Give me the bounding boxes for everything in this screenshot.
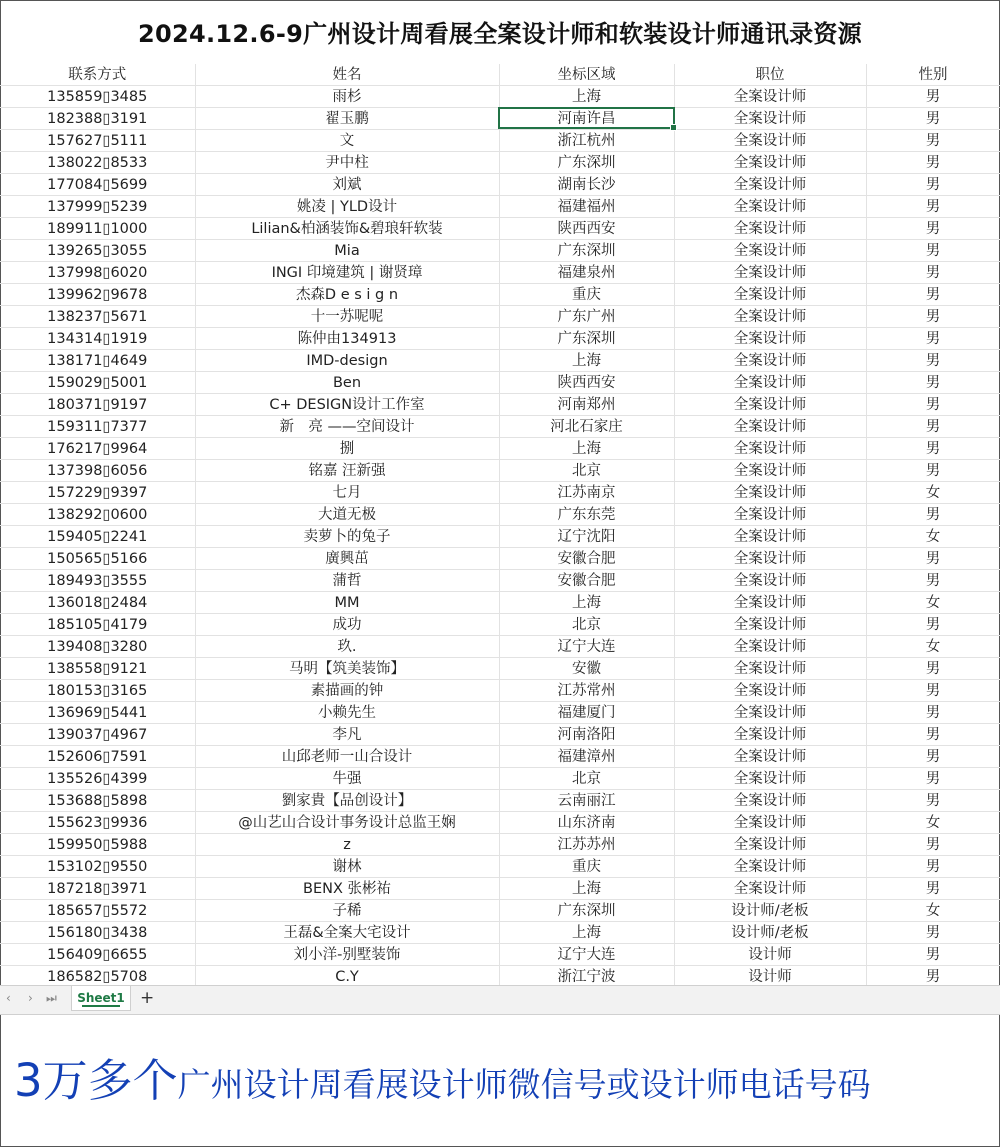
cell-region[interactable]: 广东深圳 — [499, 152, 674, 174]
cell-region[interactable]: 上海 — [499, 922, 674, 944]
cell-region[interactable]: 江苏常州 — [499, 680, 674, 702]
cell-gender[interactable]: 男 — [866, 284, 1000, 306]
cell-gender[interactable]: 男 — [866, 548, 1000, 570]
cell-position[interactable]: 全案设计师 — [674, 372, 866, 394]
table-row — [0, 724, 1000, 746]
cell-region[interactable]: 北京 — [499, 460, 674, 482]
cell-name[interactable]: C.Y — [195, 966, 499, 986]
cell-gender[interactable]: 男 — [866, 570, 1000, 592]
cell-position[interactable]: 全案设计师 — [674, 394, 866, 416]
cell-gender[interactable]: 男 — [866, 306, 1000, 328]
cell-name[interactable]: 姚凌 | YLD设计 — [195, 196, 499, 218]
table-row — [0, 966, 1000, 986]
table-row — [0, 460, 1000, 482]
cell-contact[interactable]: 150565▯5166 — [0, 548, 195, 570]
cell-name[interactable]: BENX 张彬祐 — [195, 878, 499, 900]
cell-position[interactable]: 全案设计师 — [674, 240, 866, 262]
table-row — [0, 108, 1000, 130]
cell-gender[interactable]: 男 — [866, 152, 1000, 174]
cell-contact[interactable]: 156409▯6655 — [0, 944, 195, 966]
table-row — [0, 218, 1000, 240]
cell-name[interactable]: 尹中柱 — [195, 152, 499, 174]
cell-region[interactable]: 上海 — [499, 438, 674, 460]
cell-gender[interactable]: 男 — [866, 504, 1000, 526]
cell-name[interactable]: 子稀 — [195, 900, 499, 922]
sheet-tab-sheet1[interactable] — [71, 986, 131, 1011]
cell-gender[interactable]: 男 — [866, 130, 1000, 152]
cell-position[interactable]: 全案设计师 — [674, 768, 866, 790]
table-row — [0, 416, 1000, 438]
cell-gender[interactable]: 女 — [866, 482, 1000, 504]
table-row — [0, 394, 1000, 416]
header-region[interactable]: 坐标区域 — [499, 64, 674, 86]
cell-name[interactable]: 李凡 — [195, 724, 499, 746]
table-row — [0, 152, 1000, 174]
cell-gender[interactable]: 男 — [866, 86, 1000, 108]
cell-position[interactable]: 全案设计师 — [674, 856, 866, 878]
cell-contact[interactable]: 138558▯9121 — [0, 658, 195, 680]
table-row — [0, 900, 1000, 922]
cell-position[interactable]: 全案设计师 — [674, 284, 866, 306]
cell-contact[interactable]: 177084▯5699 — [0, 174, 195, 196]
cell-position[interactable]: 全案设计师 — [674, 636, 866, 658]
table-row — [0, 240, 1000, 262]
cell-gender[interactable]: 女 — [866, 636, 1000, 658]
header-row — [0, 64, 1000, 86]
table-row — [0, 856, 1000, 878]
cell-position[interactable]: 设计师/老板 — [674, 900, 866, 922]
banner-count: 3万多个 — [14, 1054, 178, 1107]
cell-gender[interactable]: 男 — [866, 856, 1000, 878]
cell-contact[interactable]: 139037▯4967 — [0, 724, 195, 746]
cell-position[interactable]: 全案设计师 — [674, 746, 866, 768]
cell-gender[interactable]: 男 — [866, 438, 1000, 460]
cell-contact[interactable]: 189911▯1000 — [0, 218, 195, 240]
cell-gender[interactable]: 男 — [866, 328, 1000, 350]
cell-region[interactable]: 安徽合肥 — [499, 570, 674, 592]
cell-name[interactable]: 谢林 — [195, 856, 499, 878]
cell-position[interactable]: 全案设计师 — [674, 196, 866, 218]
cell-position[interactable]: 全案设计师 — [674, 108, 866, 130]
cell-contact[interactable]: 156180▯3438 — [0, 922, 195, 944]
cell-gender[interactable]: 男 — [866, 174, 1000, 196]
next-sheet-icon[interactable]: › — [28, 991, 33, 1005]
cell-gender[interactable]: 男 — [866, 416, 1000, 438]
table-row — [0, 328, 1000, 350]
cell-region[interactable]: 北京 — [499, 768, 674, 790]
cell-contact[interactable]: 159405▯2241 — [0, 526, 195, 548]
cell-name[interactable]: 七月 — [195, 482, 499, 504]
cell-contact[interactable]: 138292▯0600 — [0, 504, 195, 526]
cell-position[interactable]: 全案设计师 — [674, 174, 866, 196]
table-row — [0, 790, 1000, 812]
cell-region[interactable]: 云南丽江 — [499, 790, 674, 812]
cell-contact[interactable]: 137998▯6020 — [0, 262, 195, 284]
cell-contact[interactable]: 157627▯5111 — [0, 130, 195, 152]
cell-region[interactable]: 陕西西安 — [499, 218, 674, 240]
cell-gender[interactable]: 男 — [866, 350, 1000, 372]
table-row — [0, 438, 1000, 460]
table-row — [0, 306, 1000, 328]
cell-position[interactable]: 全案设计师 — [674, 592, 866, 614]
cell-region[interactable]: 福建漳州 — [499, 746, 674, 768]
cell-contact[interactable]: 152606▯7591 — [0, 746, 195, 768]
cell-contact[interactable]: 189493▯3555 — [0, 570, 195, 592]
cell-position[interactable]: 全案设计师 — [674, 438, 866, 460]
table-row — [0, 592, 1000, 614]
cell-gender[interactable]: 男 — [866, 834, 1000, 856]
cell-contact[interactable]: 185105▯4179 — [0, 614, 195, 636]
active-tab-underline — [82, 1005, 120, 1007]
table-row — [0, 284, 1000, 306]
cell-contact[interactable]: 137398▯6056 — [0, 460, 195, 482]
cell-name[interactable]: 蒲哲 — [195, 570, 499, 592]
cell-gender[interactable]: 男 — [866, 878, 1000, 900]
cell-region[interactable]: 广东东莞 — [499, 504, 674, 526]
cell-region[interactable]: 重庆 — [499, 284, 674, 306]
cell-position[interactable]: 设计师 — [674, 944, 866, 966]
cell-gender[interactable]: 男 — [866, 966, 1000, 986]
cell-name[interactable]: 新 亮 ——空间设计 — [195, 416, 499, 438]
cell-gender[interactable]: 男 — [866, 702, 1000, 724]
cell-position[interactable]: 全案设计师 — [674, 702, 866, 724]
cell-contact[interactable]: 138171▯4649 — [0, 350, 195, 372]
cell-region[interactable]: 福建泉州 — [499, 262, 674, 284]
cell-position[interactable]: 全案设计师 — [674, 878, 866, 900]
cell-contact[interactable]: 139408▯3280 — [0, 636, 195, 658]
cell-gender[interactable]: 男 — [866, 262, 1000, 284]
table-row — [0, 658, 1000, 680]
cell-name[interactable]: z — [195, 834, 499, 856]
cell-position[interactable]: 全案设计师 — [674, 86, 866, 108]
cell-contact[interactable]: 139265▯3055 — [0, 240, 195, 262]
cell-name[interactable]: 文 — [195, 130, 499, 152]
table-row — [0, 174, 1000, 196]
cell-name[interactable]: 翟玉鹏 — [195, 108, 499, 130]
cell-position[interactable]: 全案设计师 — [674, 262, 866, 284]
prev-sheet-icon[interactable]: ‹ — [6, 991, 11, 1005]
cell-contact[interactable]: 182388▯3191 — [0, 108, 195, 130]
cell-gender[interactable]: 男 — [866, 108, 1000, 130]
cell-position[interactable]: 全案设计师 — [674, 614, 866, 636]
table-row — [0, 548, 1000, 570]
cell-position[interactable]: 全案设计师 — [674, 416, 866, 438]
cell-gender[interactable]: 女 — [866, 526, 1000, 548]
table-row — [0, 482, 1000, 504]
table-row — [0, 196, 1000, 218]
cell-region[interactable]: 江苏南京 — [499, 482, 674, 504]
cell-name[interactable]: 廣興茁 — [195, 548, 499, 570]
add-sheet-icon[interactable]: + — [140, 988, 155, 1008]
header-gender[interactable]: 性别 — [866, 64, 1000, 86]
cell-region[interactable]: 安徽 — [499, 658, 674, 680]
cell-name[interactable]: 铭嘉 汪新强 — [195, 460, 499, 482]
cell-position[interactable]: 全案设计师 — [674, 790, 866, 812]
cell-name[interactable]: 山邱老师一山合设计 — [195, 746, 499, 768]
cell-contact[interactable]: 157229▯9397 — [0, 482, 195, 504]
cell-region[interactable]: 福建福州 — [499, 196, 674, 218]
cell-name[interactable]: 杰森D e s i g n — [195, 284, 499, 306]
cell-contact[interactable]: 159029▯5001 — [0, 372, 195, 394]
table-row — [0, 834, 1000, 856]
cell-contact[interactable]: 137999▯5239 — [0, 196, 195, 218]
sheet-tab-label: Sheet1 — [77, 991, 125, 1005]
cell-name[interactable]: 王磊&全案大宅设计 — [195, 922, 499, 944]
table-row — [0, 350, 1000, 372]
cell-contact[interactable]: 138237▯5671 — [0, 306, 195, 328]
cell-contact[interactable]: 135859▯3485 — [0, 86, 195, 108]
contact-table — [0, 64, 1000, 985]
cell-contact[interactable]: 153102▯9550 — [0, 856, 195, 878]
cell-position[interactable]: 全案设计师 — [674, 680, 866, 702]
cell-position[interactable]: 全案设计师 — [674, 570, 866, 592]
table-row — [0, 130, 1000, 152]
cell-gender[interactable]: 男 — [866, 658, 1000, 680]
cell-position[interactable]: 设计师 — [674, 966, 866, 986]
cell-position[interactable]: 全案设计师 — [674, 306, 866, 328]
table-row — [0, 504, 1000, 526]
cell-region[interactable]: 浙江宁波 — [499, 966, 674, 986]
cell-gender[interactable]: 男 — [866, 196, 1000, 218]
cell-contact[interactable]: 185657▯5572 — [0, 900, 195, 922]
table-row — [0, 570, 1000, 592]
cell-name[interactable]: 雨杉 — [195, 86, 499, 108]
cell-position[interactable]: 全案设计师 — [674, 218, 866, 240]
cell-gender[interactable]: 男 — [866, 460, 1000, 482]
header-name[interactable]: 姓名 — [195, 64, 499, 86]
cell-region[interactable]: 广东深圳 — [499, 900, 674, 922]
header-contact[interactable]: 联系方式 — [0, 64, 195, 86]
cell-contact[interactable]: 176217▯9964 — [0, 438, 195, 460]
table-row — [0, 614, 1000, 636]
sheet-tab-bar — [0, 985, 1000, 1015]
cell-gender[interactable]: 女 — [866, 900, 1000, 922]
cell-contact[interactable]: 135526▯4399 — [0, 768, 195, 790]
cell-contact[interactable]: 136969▯5441 — [0, 702, 195, 724]
cell-gender[interactable]: 男 — [866, 746, 1000, 768]
table-row — [0, 372, 1000, 394]
cell-gender[interactable]: 女 — [866, 592, 1000, 614]
cell-position[interactable]: 全案设计师 — [674, 350, 866, 372]
cell-contact[interactable]: 180371▯9197 — [0, 394, 195, 416]
cell-position[interactable]: 全案设计师 — [674, 460, 866, 482]
cell-name[interactable]: 素描画的钟 — [195, 680, 499, 702]
cell-gender[interactable]: 男 — [866, 922, 1000, 944]
table-row — [0, 680, 1000, 702]
table-row — [0, 878, 1000, 900]
cell-region[interactable]: 广东广州 — [499, 306, 674, 328]
cell-name[interactable]: 成功 — [195, 614, 499, 636]
table-row — [0, 702, 1000, 724]
table-row — [0, 636, 1000, 658]
table-row — [0, 86, 1000, 108]
cell-contact[interactable]: 180153▯3165 — [0, 680, 195, 702]
cell-name[interactable]: 刘小洋-别墅装饰 — [195, 944, 499, 966]
cell-position[interactable]: 全案设计师 — [674, 724, 866, 746]
cell-gender[interactable]: 男 — [866, 724, 1000, 746]
cell-region[interactable]: 重庆 — [499, 856, 674, 878]
cell-gender[interactable]: 男 — [866, 790, 1000, 812]
cell-position[interactable]: 全案设计师 — [674, 834, 866, 856]
cell-position[interactable]: 全案设计师 — [674, 328, 866, 350]
cell-region[interactable]: 湖南长沙 — [499, 174, 674, 196]
cell-contact[interactable]: 186582▯5708 — [0, 966, 195, 986]
cell-region[interactable]: 广东深圳 — [499, 240, 674, 262]
cell-name[interactable]: 劉家貴【品创设计】 — [195, 790, 499, 812]
table-row — [0, 944, 1000, 966]
cell-name[interactable]: Ben — [195, 372, 499, 394]
cell-region[interactable]: 河北石家庄 — [499, 416, 674, 438]
cell-contact[interactable]: 136018▯2484 — [0, 592, 195, 614]
page-title: 2024.12.6-9广州设计周看展全案设计师和软装设计师通讯录资源 — [138, 20, 862, 48]
cell-name[interactable]: Lilian&柏涵装饰&碧琅轩软装 — [195, 218, 499, 240]
cell-contact[interactable]: 138022▯8533 — [0, 152, 195, 174]
cell-name[interactable]: Mia — [195, 240, 499, 262]
cell-region[interactable]: 河南洛阳 — [499, 724, 674, 746]
table-row — [0, 262, 1000, 284]
cell-position[interactable]: 全案设计师 — [674, 548, 866, 570]
table-row — [0, 768, 1000, 790]
cell-gender[interactable]: 男 — [866, 614, 1000, 636]
cell-name[interactable]: @山艺山合设计事务设计总监王娴 — [195, 812, 499, 834]
cell-name[interactable]: 大道无极 — [195, 504, 499, 526]
cell-name[interactable]: C+ DESIGN设计工作室 — [195, 394, 499, 416]
table-row — [0, 922, 1000, 944]
cell-region[interactable]: 辽宁沈阳 — [499, 526, 674, 548]
cell-contact[interactable]: 159950▯5988 — [0, 834, 195, 856]
table-row — [0, 746, 1000, 768]
cell-gender[interactable]: 男 — [866, 394, 1000, 416]
cell-name[interactable]: 牛强 — [195, 768, 499, 790]
cell-name[interactable]: INGI 印境建筑 | 谢贤璋 — [195, 262, 499, 284]
cell-position[interactable]: 全案设计师 — [674, 526, 866, 548]
cell-contact[interactable]: 139962▯9678 — [0, 284, 195, 306]
cell-position[interactable]: 设计师/老板 — [674, 922, 866, 944]
cell-region[interactable]: 广东深圳 — [499, 328, 674, 350]
cell-region[interactable]: 安徽合肥 — [499, 548, 674, 570]
cell-name[interactable]: 刘斌 — [195, 174, 499, 196]
cell-name[interactable]: 卖萝卜的兔子 — [195, 526, 499, 548]
cell-contact[interactable]: 159311▯7377 — [0, 416, 195, 438]
cell-position[interactable]: 全案设计师 — [674, 658, 866, 680]
cell-gender[interactable]: 女 — [866, 812, 1000, 834]
cell-region[interactable]: 陕西西安 — [499, 372, 674, 394]
cell-region[interactable]: 辽宁大连 — [499, 636, 674, 658]
cell-region[interactable]: 江苏苏州 — [499, 834, 674, 856]
promo-banner — [14, 1044, 994, 1109]
cell-gender[interactable]: 男 — [866, 768, 1000, 790]
header-position[interactable]: 职位 — [674, 64, 866, 86]
cell-name[interactable]: 十一苏呢呢 — [195, 306, 499, 328]
cell-position[interactable]: 全案设计师 — [674, 812, 866, 834]
cell-region[interactable]: 河南郑州 — [499, 394, 674, 416]
cell-contact[interactable]: 155623▯9936 — [0, 812, 195, 834]
cell-region[interactable]: 上海 — [499, 86, 674, 108]
cell-region[interactable]: 上海 — [499, 878, 674, 900]
cell-position[interactable]: 全案设计师 — [674, 482, 866, 504]
cell-region[interactable]: 上海 — [499, 350, 674, 372]
cell-contact[interactable]: 134314▯1919 — [0, 328, 195, 350]
cell-region[interactable]: 北京 — [499, 614, 674, 636]
cell-position[interactable]: 全案设计师 — [674, 504, 866, 526]
cell-name[interactable]: 马明【筑美装饰】 — [195, 658, 499, 680]
cell-region[interactable]: 福建厦门 — [499, 702, 674, 724]
last-sheet-icon[interactable]: ⏭ — [46, 991, 57, 1005]
cell-name[interactable]: MM — [195, 592, 499, 614]
cell-position[interactable]: 全案设计师 — [674, 130, 866, 152]
cell-name[interactable]: 捌 — [195, 438, 499, 460]
cell-name[interactable]: 小赖先生 — [195, 702, 499, 724]
cell-position[interactable]: 全案设计师 — [674, 152, 866, 174]
cell-gender[interactable]: 男 — [866, 680, 1000, 702]
cell-name[interactable]: 玖. — [195, 636, 499, 658]
cell-gender[interactable]: 男 — [866, 218, 1000, 240]
cell-region[interactable]: 上海 — [499, 592, 674, 614]
cell-gender[interactable]: 男 — [866, 240, 1000, 262]
cell-region[interactable]: 辽宁大连 — [499, 944, 674, 966]
cell-contact[interactable]: 153688▯5898 — [0, 790, 195, 812]
table-row — [0, 526, 1000, 548]
cell-contact[interactable]: 187218▯3971 — [0, 878, 195, 900]
cell-region[interactable]: 浙江杭州 — [499, 130, 674, 152]
cell-gender[interactable]: 男 — [866, 372, 1000, 394]
banner-text: 广州设计周看展设计师微信号或设计师电话号码 — [177, 1065, 871, 1104]
spreadsheet-grid[interactable] — [0, 64, 1000, 985]
table-row — [0, 812, 1000, 834]
cell-region[interactable]: 山东济南 — [499, 812, 674, 834]
cell-region[interactable]: 河南许昌 — [499, 108, 674, 130]
cell-gender[interactable]: 男 — [866, 944, 1000, 966]
cell-name[interactable]: IMD-design — [195, 350, 499, 372]
cell-name[interactable]: 陈仲由134913 — [195, 328, 499, 350]
